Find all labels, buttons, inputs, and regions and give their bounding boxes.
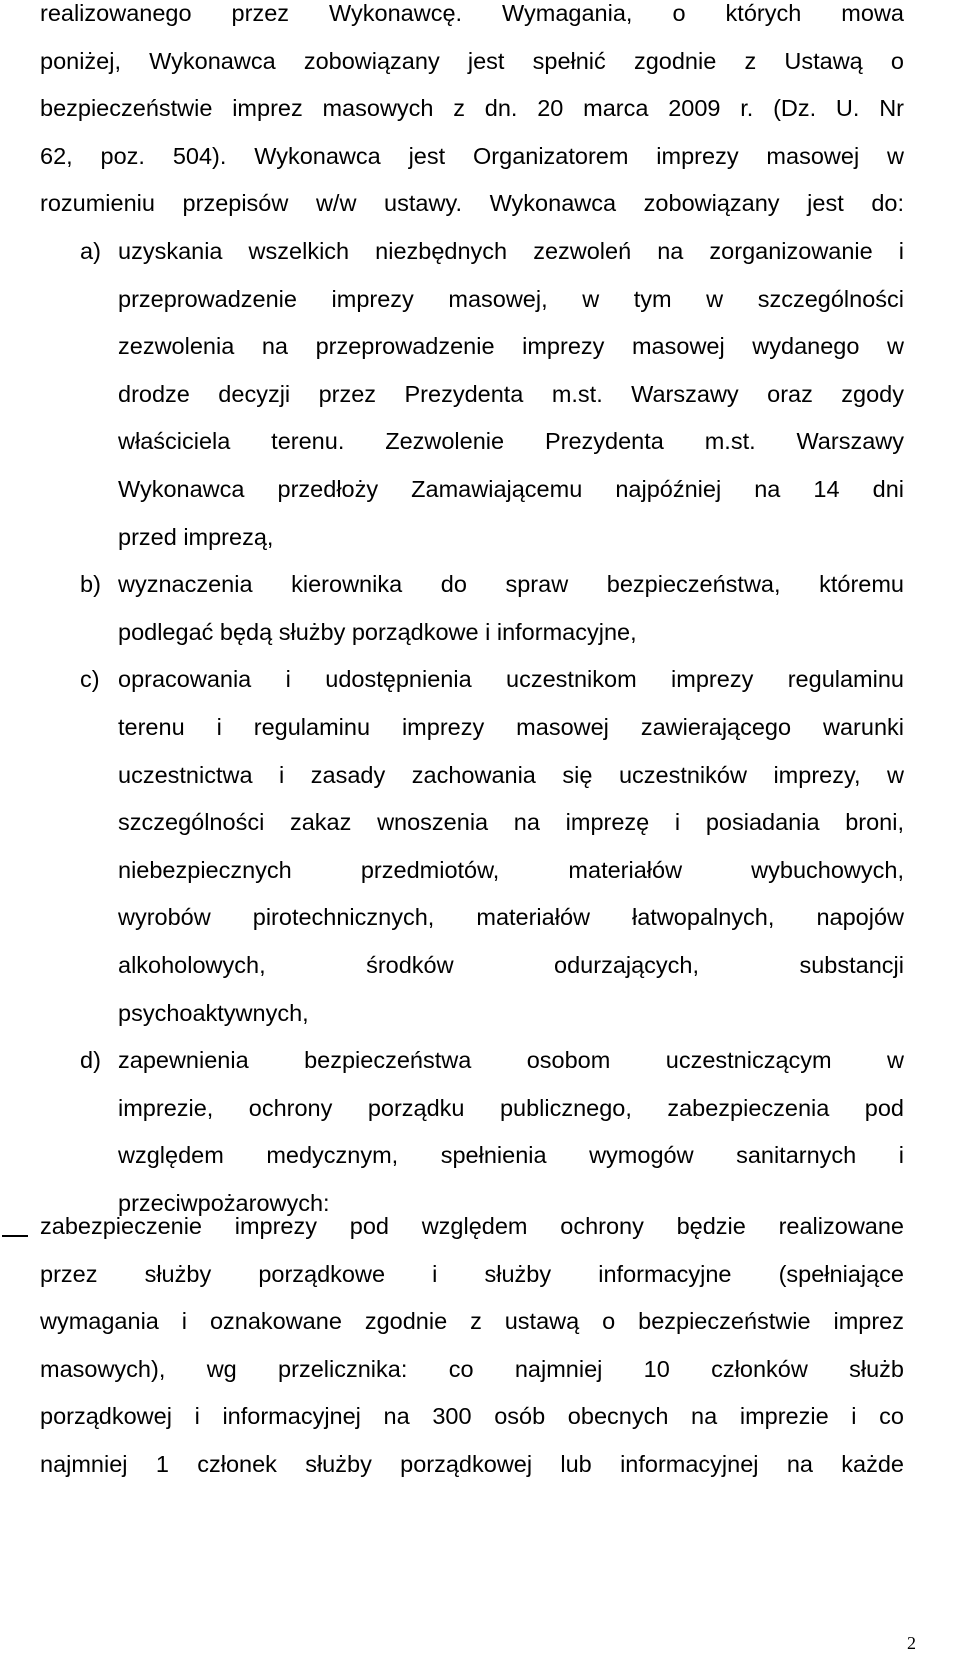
text-line: szczególności zakaz wnoszenia na imprezę i posiadania broni, — [118, 809, 904, 836]
text-line: najmniej 1 członek służby porządkowej lub informacyjnej na każde — [40, 1450, 904, 1477]
text-line: wymagania i oznakowane zgodnie z ustawą o bezpieczeństwie imprez — [40, 1308, 904, 1335]
text-line: uczestnictwa i zasady zachowania się uczestników imprezy, w — [118, 761, 904, 788]
list-marker: b) — [80, 571, 101, 598]
text-line: psychoaktywnych, — [118, 999, 309, 1026]
list-item-a — [40, 238, 904, 571]
text-line: porządkowej i informacyjnej na 300 osób obecnych na imprezie i co — [40, 1403, 904, 1430]
text-line: alkoholowych, środków odurzających, substancji — [118, 951, 904, 978]
text-line: bezpieczeństwie imprez masowych z dn. 20 marca 2009 r. (Dz. U. Nr — [40, 95, 904, 122]
text-line: realizowanego przez Wykonawcę. Wymagania, o których mowa — [40, 0, 904, 26]
text-line: wyznaczenia kierownika do spraw bezpieczeństwa, któremu — [118, 571, 904, 598]
text-line: Wykonawca przedłoży Zamawiającemu najpóźniej na 14 dni — [118, 475, 904, 502]
text-line: opracowania i udostępnienia uczestnikom imprezy regulaminu — [118, 666, 904, 693]
list-item-d — [40, 1047, 904, 1237]
list-marker: c) — [80, 666, 100, 693]
text-line: poniżej, Wykonawca zobowiązany jest spełnić zgodnie z Ustawą o — [40, 47, 904, 74]
text-line: niebezpiecznych przedmiotów, materiałów wybuchowych, — [118, 856, 904, 883]
list-marker: d) — [80, 1047, 101, 1074]
dash-paragraph — [40, 1213, 904, 1499]
text-line: wyrobów pirotechnicznych, materiałów łatwopalnych, napojów — [118, 904, 904, 931]
dash-bullet-icon — [2, 1235, 28, 1237]
text-line: przez służby porządkowe i służby informacyjne (spełniające — [40, 1260, 904, 1287]
intro-paragraph — [40, 0, 904, 238]
text-line: względem medycznym, spełnienia wymogów sanitarnych i — [118, 1142, 904, 1169]
text-line: podlegać będą służby porządkowe i informacyjne, — [118, 618, 637, 645]
text-line: terenu i regulaminu imprezy masowej zawierającego warunki — [118, 713, 904, 740]
text-line: zapewnienia bezpieczeństwa osobom uczestniczącym w — [118, 1047, 904, 1074]
text-line: właściciela terenu. Zezwolenie Prezydenta m.st. Warszawy — [118, 428, 904, 455]
text-line: rozumieniu przepisów w/w ustawy. Wykonawca zobowiązany jest do: — [40, 190, 904, 217]
text-line: drodze decyzji przez Prezydenta m.st. Warszawy oraz zgody — [118, 380, 904, 407]
list-item-b — [40, 571, 904, 666]
text-line: przed imprezą, — [118, 523, 274, 550]
text-line: przeprowadzenie imprezy masowej, w tym w szczególności — [118, 285, 904, 312]
text-line: zezwolenia na przeprowadzenie imprezy masowej wydanego w — [118, 333, 904, 360]
text-line: przeciwpożarowych: — [118, 1189, 330, 1216]
obligations-list — [40, 238, 904, 1237]
list-marker: a) — [80, 238, 101, 264]
list-item-c — [40, 666, 904, 1047]
text-line: 62, poz. 504). Wykonawca jest Organizatorem imprezy masowej w — [40, 142, 904, 169]
text-line: uzyskania wszelkich niezbędnych zezwoleń na zorganizowanie i — [118, 238, 904, 264]
text-line: imprezie, ochrony porządku publicznego, zabezpieczenia pod — [118, 1094, 904, 1121]
page-number: 2 — [907, 1633, 916, 1653]
text-line: zabezpieczenie imprezy pod względem ochrony będzie realizowane — [40, 1213, 904, 1239]
text-line: masowych), wg przelicznika: co najmniej 10 członków służb — [40, 1355, 904, 1382]
